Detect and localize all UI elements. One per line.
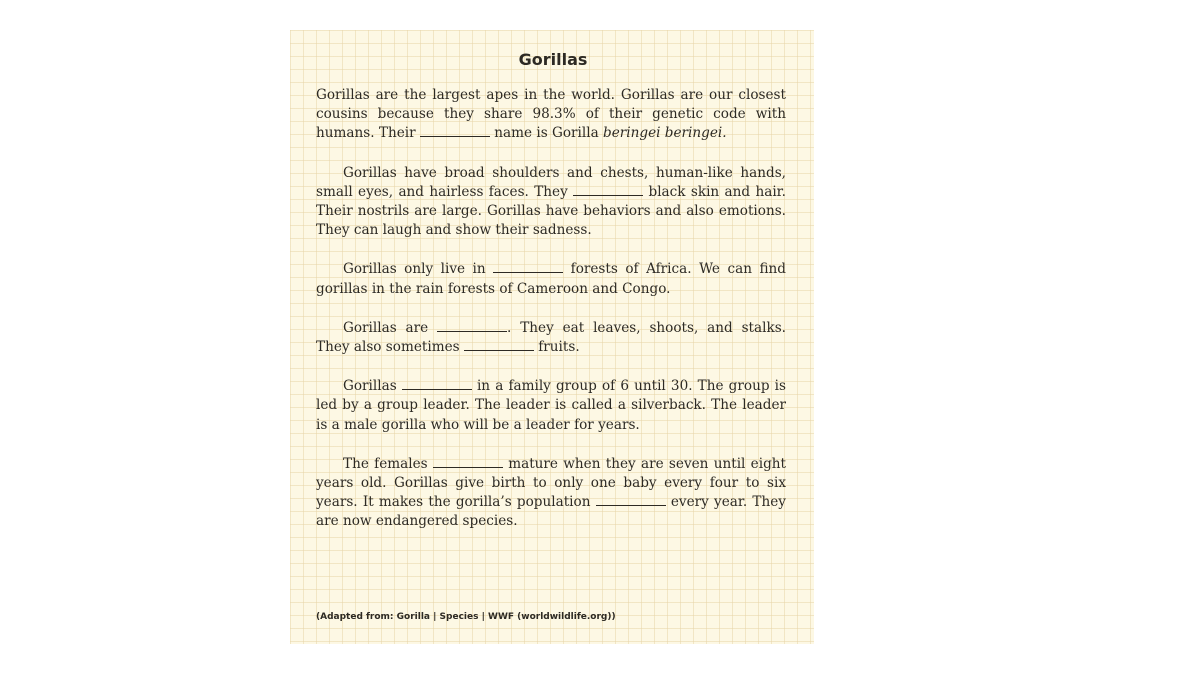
scientific-name-text: beringei beringei. [603, 125, 727, 142]
paragraph-1 [316, 86, 786, 144]
paragraph-text: every year. They are now endangered species. [316, 494, 786, 530]
fill-in-blank [493, 260, 563, 273]
paragraph-text: Gorillas are the largest apes in the world. Gorillas are our closest cousins because they share 98.3% of their genetic code with humans. Their [316, 87, 786, 142]
paragraph-text: Gorillas [343, 378, 402, 395]
paragraph-6 [316, 455, 786, 532]
document-title: Gorillas [518, 50, 588, 69]
paragraph-text: mature when they are seven until eight years old. Gorillas give birth to only one baby every four to six years. It makes the gorilla’s population [316, 455, 786, 511]
fill-in-blank [420, 124, 490, 137]
fill-in-blank [433, 455, 503, 468]
fill-in-blank [402, 377, 472, 390]
paragraph-3 [316, 260, 786, 298]
paragraph-text: black skin and hair. Their nostrils are large. Gorillas have behaviors and also emotions. They can laugh and show their sadness. [316, 183, 786, 239]
paragraph-text: Gorillas have broad shoulders and chests, human-like hands, small eyes, and hairless faces. They [316, 164, 786, 200]
paragraph-text: in a family group of 6 until 30. The group is led by a group leader. The leader is called a silverback. The leader is a male gorilla who will be a leader for years. [316, 378, 786, 433]
source-citation: (Adapted from: Gorilla | Species | WWF (worldwildlife.org)) [316, 612, 616, 622]
paragraph-text: forests of Africa. We can find gorillas in the rain forests of Cameroon and Congo. [316, 261, 786, 297]
paragraph-text: Gorillas are [343, 319, 438, 336]
fill-in-blank [437, 319, 507, 332]
paragraph-5 [316, 377, 786, 435]
document-body [316, 86, 786, 532]
paragraph-2 [316, 164, 786, 241]
fill-in-blank [596, 493, 666, 506]
paragraph-text: Gorillas only live in [343, 261, 494, 278]
fill-in-blank [464, 338, 534, 351]
worksheet-page [290, 30, 814, 644]
paragraph-text: fruits. [533, 339, 580, 356]
paragraph-text: name is Gorilla [489, 125, 604, 142]
paragraph-4 [316, 319, 786, 357]
fill-in-blank [573, 183, 643, 196]
paragraph-text: . They eat leaves, shoots, and stalks. They also sometimes [316, 319, 786, 356]
paragraph-text: The females [343, 455, 433, 472]
